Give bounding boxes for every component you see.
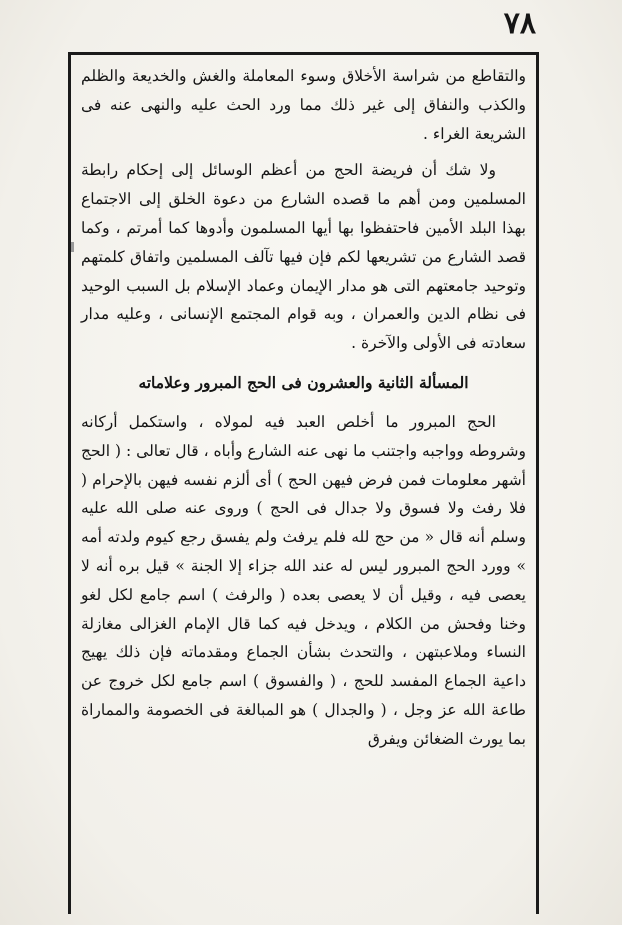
margin-mark — [71, 242, 74, 252]
section-heading: المسألة الثانية والعشرون فى الحج المبرور وعلاماته — [138, 372, 469, 392]
text-frame — [68, 52, 539, 914]
paragraph-hajj-mabrur: الحج المبرور ما أخلص العبد فيه لمولاه ، واستكمل أركانه وشروطه وواجبه واجتنب ما نهى عنه الشارع وأباه ، قال تعالى : ( الحج أشهر معلومات فمن فرض فيهن الحج ) أى ألزم نفسه فيهن بالإحرام ( فلا رفث ولا فسوق ولا جدال فى الحج ) وروى عنه صلى الله عليه وسلم أنه قال « من حج لله فلم يرفث ولم يفسق رجع كيوم ولدته أمه » وورد الحج المبرور ليس له عند الله جزاء إلا الجنة » قيل بره أنه لا يعصى فيه ، وقيل أن لا يعصى بعده ( والرفث ) اسم جامع لكل لغو وخنا وفحش من الكلام ، ويدخل فيه كما قال الإمام الغزالى مغازلة النساء وملاعبتهن ، والتحدث بشأن الجماع ومقدماته فإن ذلك يهيج داعية الجماع المفسد للحج ، ( والفسوق ) اسم جامع لكل خروج عن طاعة الله عز وجل ، ( والجدال ) هو المبالغة فى الخصومة والمماراة بما يورث الضغائن ويفرق — [81, 412, 526, 748]
text-column — [81, 62, 526, 754]
paragraph-continuation: والتقاطع من شراسة الأخلاق وسوء المعاملة والغش والخديعة والظلم والكذب والنفاق إلى غير ذلك مما ورد الحث عليه والنهى عنه فى الشريعة الغراء . — [81, 67, 526, 143]
page-number: ٧٨ — [503, 6, 536, 41]
top-rule — [68, 52, 539, 55]
paragraph-hajj-unity: ولا شك أن فريضة الحج من أعظم الوسائل إلى إحكام رابطة المسلمين ومن أهم ما قصده الشارع من دعوة الخلق إلى الاجتماع بهذا البلد الأمين فاحتفظوا بها أيها المسلمون وأدوها كما أمرتم ، وكما قصد الشارع من تشريعها لكم فإن فيها تآلف المسلمين واتفاق كلمتهم وتوحيد جامعتهم التى هو مدار الإيمان وعماد الإسلام بل السبب الوحيد فى نظام الدين والعمران ، وبه قوام المجتمع الإنسانى ، وعليه مدار سعادته فى الأولى والآخرة . — [81, 161, 526, 353]
